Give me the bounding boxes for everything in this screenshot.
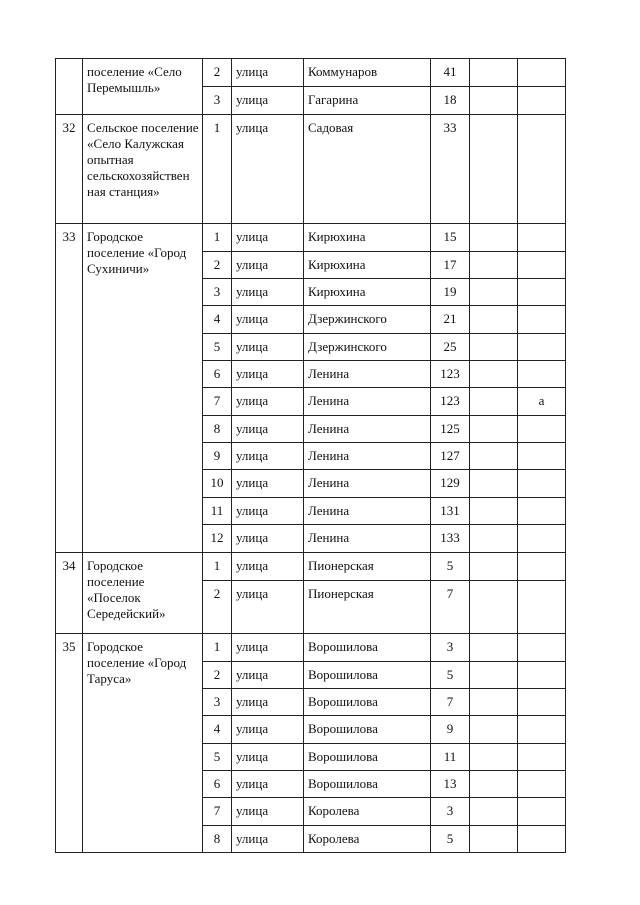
street-type-cell: улица xyxy=(232,771,304,798)
empty-cell xyxy=(470,689,518,716)
house-number-cell: 5 xyxy=(431,553,470,581)
building-letter-cell xyxy=(518,443,566,470)
row-index-cell: 6 xyxy=(203,361,232,388)
row-index-cell: 1 xyxy=(203,115,232,224)
house-number-cell: 41 xyxy=(431,59,470,87)
house-number-cell: 3 xyxy=(431,634,470,662)
building-letter-cell xyxy=(518,87,566,115)
row-index-cell: 8 xyxy=(203,826,232,853)
empty-cell xyxy=(470,826,518,853)
row-index-cell: 3 xyxy=(203,279,232,306)
street-name-cell: Ворошилова xyxy=(304,716,431,744)
house-number-cell: 15 xyxy=(431,224,470,252)
row-index-cell: 12 xyxy=(203,525,232,553)
street-name-cell: Пионерская xyxy=(304,581,431,634)
row-index-cell: 7 xyxy=(203,388,232,416)
house-number-cell: 7 xyxy=(431,581,470,634)
table-row xyxy=(56,553,566,581)
empty-cell xyxy=(470,115,518,224)
entry-number-cell: 32 xyxy=(56,115,83,224)
empty-cell xyxy=(470,87,518,115)
street-name-cell: Пионерская xyxy=(304,553,431,581)
house-number-cell: 25 xyxy=(431,334,470,361)
row-index-cell: 1 xyxy=(203,553,232,581)
empty-cell xyxy=(470,279,518,306)
row-index-cell: 3 xyxy=(203,87,232,115)
street-type-cell: улица xyxy=(232,826,304,853)
row-index-cell: 5 xyxy=(203,334,232,361)
house-number-cell: 133 xyxy=(431,525,470,553)
table-row xyxy=(56,224,566,252)
entry-number-cell: 34 xyxy=(56,553,83,634)
street-name-cell: Дзержинского xyxy=(304,306,431,334)
empty-cell xyxy=(470,416,518,443)
empty-cell xyxy=(470,306,518,334)
street-type-cell: улица xyxy=(232,388,304,416)
settlement-name-cell: Городское поселение «Город Сухиничи» xyxy=(83,224,203,553)
building-letter-cell xyxy=(518,525,566,553)
building-letter-cell xyxy=(518,498,566,525)
building-letter-cell xyxy=(518,716,566,744)
street-name-cell: Кирюхина xyxy=(304,279,431,306)
settlement-name-cell: Сельское поселение «Село Калужская опытная сельскохозяйствен ная станция» xyxy=(83,115,203,224)
street-type-cell: улица xyxy=(232,59,304,87)
house-number-cell: 123 xyxy=(431,388,470,416)
row-index-cell: 10 xyxy=(203,470,232,498)
house-number-cell: 17 xyxy=(431,252,470,279)
empty-cell xyxy=(470,59,518,87)
street-name-cell: Ленина xyxy=(304,416,431,443)
empty-cell xyxy=(470,581,518,634)
street-type-cell: улица xyxy=(232,634,304,662)
house-number-cell: 9 xyxy=(431,716,470,744)
street-name-cell: Дзержинского xyxy=(304,334,431,361)
empty-cell xyxy=(470,334,518,361)
street-type-cell: улица xyxy=(232,334,304,361)
house-number-cell: 21 xyxy=(431,306,470,334)
street-name-cell: Садовая xyxy=(304,115,431,224)
building-letter-cell xyxy=(518,252,566,279)
building-letter-cell xyxy=(518,634,566,662)
street-name-cell: Ленина xyxy=(304,361,431,388)
empty-cell xyxy=(470,716,518,744)
empty-cell xyxy=(470,634,518,662)
street-name-cell: Ленина xyxy=(304,498,431,525)
building-letter-cell xyxy=(518,416,566,443)
street-type-cell: улица xyxy=(232,224,304,252)
empty-cell xyxy=(470,525,518,553)
row-index-cell: 5 xyxy=(203,744,232,771)
house-number-cell: 11 xyxy=(431,744,470,771)
street-name-cell: Ворошилова xyxy=(304,689,431,716)
street-type-cell: улица xyxy=(232,279,304,306)
building-letter-cell xyxy=(518,306,566,334)
street-type-cell: улица xyxy=(232,115,304,224)
street-name-cell: Ворошилова xyxy=(304,634,431,662)
row-index-cell: 9 xyxy=(203,443,232,470)
empty-cell xyxy=(470,662,518,689)
row-index-cell: 1 xyxy=(203,224,232,252)
empty-cell xyxy=(470,361,518,388)
row-index-cell: 1 xyxy=(203,634,232,662)
street-name-cell: Королева xyxy=(304,798,431,826)
street-type-cell: улица xyxy=(232,553,304,581)
house-number-cell: 3 xyxy=(431,798,470,826)
table-row xyxy=(56,59,566,87)
building-letter-cell xyxy=(518,744,566,771)
building-letter-cell xyxy=(518,115,566,224)
street-type-cell: улица xyxy=(232,443,304,470)
empty-cell xyxy=(470,388,518,416)
empty-cell xyxy=(470,470,518,498)
house-number-cell: 123 xyxy=(431,361,470,388)
table-body xyxy=(56,59,566,853)
building-letter-cell: а xyxy=(518,388,566,416)
street-name-cell: Ворошилова xyxy=(304,771,431,798)
street-type-cell: улица xyxy=(232,581,304,634)
empty-cell xyxy=(470,498,518,525)
street-name-cell: Гагарина xyxy=(304,87,431,115)
house-number-cell: 19 xyxy=(431,279,470,306)
building-letter-cell xyxy=(518,279,566,306)
street-type-cell: улица xyxy=(232,361,304,388)
street-type-cell: улица xyxy=(232,306,304,334)
address-table xyxy=(55,58,566,853)
street-type-cell: улица xyxy=(232,525,304,553)
settlement-name-cell: поселение «Село Перемышль» xyxy=(83,59,203,115)
table-row xyxy=(56,634,566,662)
street-type-cell: улица xyxy=(232,716,304,744)
row-index-cell: 3 xyxy=(203,689,232,716)
row-index-cell: 8 xyxy=(203,416,232,443)
entry-number-cell: 33 xyxy=(56,224,83,553)
house-number-cell: 129 xyxy=(431,470,470,498)
house-number-cell: 127 xyxy=(431,443,470,470)
street-type-cell: улица xyxy=(232,798,304,826)
street-type-cell: улица xyxy=(232,744,304,771)
street-name-cell: Ленина xyxy=(304,388,431,416)
street-name-cell: Ворошилова xyxy=(304,744,431,771)
building-letter-cell xyxy=(518,826,566,853)
entry-number-cell xyxy=(56,59,83,115)
house-number-cell: 131 xyxy=(431,498,470,525)
street-type-cell: улица xyxy=(232,470,304,498)
row-index-cell: 6 xyxy=(203,771,232,798)
street-type-cell: улица xyxy=(232,689,304,716)
building-letter-cell xyxy=(518,334,566,361)
house-number-cell: 5 xyxy=(431,826,470,853)
house-number-cell: 7 xyxy=(431,689,470,716)
street-type-cell: улица xyxy=(232,252,304,279)
street-type-cell: улица xyxy=(232,87,304,115)
building-letter-cell xyxy=(518,689,566,716)
entry-number-cell: 35 xyxy=(56,634,83,853)
house-number-cell: 125 xyxy=(431,416,470,443)
building-letter-cell xyxy=(518,361,566,388)
row-index-cell: 2 xyxy=(203,59,232,87)
street-name-cell: Ворошилова xyxy=(304,662,431,689)
row-index-cell: 4 xyxy=(203,716,232,744)
empty-cell xyxy=(470,553,518,581)
empty-cell xyxy=(470,744,518,771)
street-name-cell: Ленина xyxy=(304,470,431,498)
building-letter-cell xyxy=(518,771,566,798)
empty-cell xyxy=(470,771,518,798)
street-name-cell: Коммунаров xyxy=(304,59,431,87)
street-type-cell: улица xyxy=(232,662,304,689)
building-letter-cell xyxy=(518,470,566,498)
empty-cell xyxy=(470,798,518,826)
street-name-cell: Ленина xyxy=(304,525,431,553)
empty-cell xyxy=(470,252,518,279)
row-index-cell: 7 xyxy=(203,798,232,826)
building-letter-cell xyxy=(518,224,566,252)
settlement-name-cell: Городское поселение «Город Таруса» xyxy=(83,634,203,853)
street-name-cell: Ленина xyxy=(304,443,431,470)
street-type-cell: улица xyxy=(232,498,304,525)
settlement-name-cell: Городское поселение «Поселок Середейский» xyxy=(83,553,203,634)
house-number-cell: 33 xyxy=(431,115,470,224)
street-name-cell: Королева xyxy=(304,826,431,853)
row-index-cell: 4 xyxy=(203,306,232,334)
building-letter-cell xyxy=(518,662,566,689)
building-letter-cell xyxy=(518,581,566,634)
empty-cell xyxy=(470,443,518,470)
house-number-cell: 18 xyxy=(431,87,470,115)
building-letter-cell xyxy=(518,553,566,581)
house-number-cell: 13 xyxy=(431,771,470,798)
row-index-cell: 2 xyxy=(203,581,232,634)
row-index-cell: 11 xyxy=(203,498,232,525)
street-type-cell: улица xyxy=(232,416,304,443)
row-index-cell: 2 xyxy=(203,662,232,689)
empty-cell xyxy=(470,224,518,252)
row-index-cell: 2 xyxy=(203,252,232,279)
street-name-cell: Кирюхина xyxy=(304,252,431,279)
table-row xyxy=(56,115,566,224)
street-name-cell: Кирюхина xyxy=(304,224,431,252)
building-letter-cell xyxy=(518,798,566,826)
house-number-cell: 5 xyxy=(431,662,470,689)
building-letter-cell xyxy=(518,59,566,87)
